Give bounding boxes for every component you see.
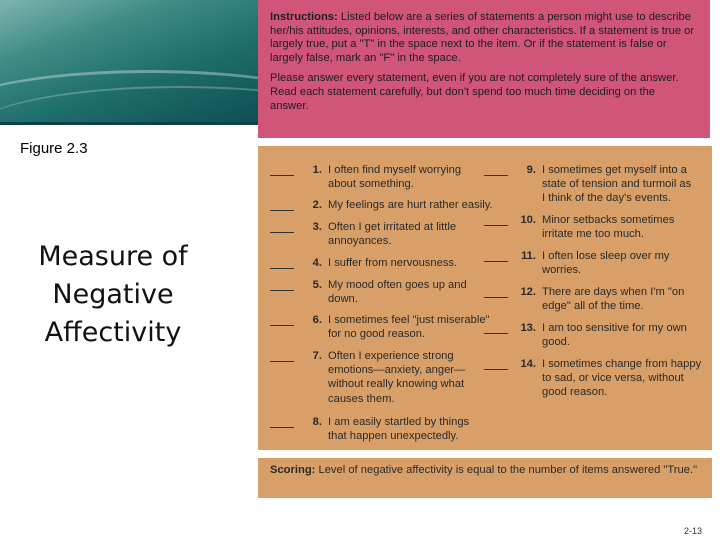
answer-blank[interactable] <box>270 163 294 176</box>
statement-line: causes them. <box>328 392 395 405</box>
answer-blank[interactable] <box>270 256 294 269</box>
statement-line: that happen unexpectedly. <box>328 430 459 443</box>
statement-number: 8. <box>312 416 322 428</box>
statement-number: 12. <box>520 286 536 298</box>
figure-label: Figure 2.3 <box>20 140 88 157</box>
statement-number: 13. <box>520 322 536 334</box>
statement-number: 7. <box>312 350 322 362</box>
slide-title-line: Negative <box>52 279 174 310</box>
statement-line: good reason. <box>542 386 608 399</box>
answer-blank[interactable] <box>484 285 508 298</box>
statement-line: irritate me too much. <box>542 228 644 241</box>
statement-line: state of tension and turmoil as <box>542 178 692 191</box>
banner-divider <box>0 122 258 125</box>
statements-panel <box>258 146 712 450</box>
statement-text <box>542 285 684 313</box>
answer-blank[interactable] <box>484 163 508 176</box>
statement-line: good. <box>542 336 570 349</box>
statement-line: to sad, or vice versa, without <box>542 372 684 385</box>
answer-blank[interactable] <box>484 321 508 334</box>
statement-text <box>328 278 467 306</box>
statement-line: annoyances. <box>328 235 392 248</box>
answer-blank[interactable] <box>270 415 294 428</box>
statement-text <box>328 256 457 270</box>
answer-blank[interactable] <box>270 278 294 291</box>
instructions-line: Listed below are a series of statements a person might use to <box>340 11 646 23</box>
statement-number: 9. <box>526 164 536 176</box>
statement-line: I sometimes change from happy <box>542 358 702 370</box>
instructions-line: answer. Read each statement carefully, but don't spend too much time deciding <box>270 72 679 98</box>
statement-line: I am easily startled by things <box>328 416 470 428</box>
statement-line: for no good reason. <box>328 328 426 341</box>
instructions-line: the statement is false or largely false, mark an "F" in the space. <box>270 38 667 64</box>
statement-text <box>328 163 461 191</box>
slide-title-line: Affectivity <box>44 317 182 348</box>
statement-number: 1. <box>312 164 322 176</box>
scoring-line: "True." <box>663 464 698 476</box>
statement-line: I am too sensitive for my own <box>542 322 687 334</box>
instructions-line: Please answer every statement, even if you are not completely sure of the <box>270 72 637 85</box>
statement-line: I suffer from nervousness. <box>328 257 458 269</box>
statement-text <box>328 349 465 406</box>
statement-number: 5. <box>312 279 322 291</box>
statement-text <box>328 313 490 341</box>
header-banner <box>0 0 258 122</box>
instructions-panel <box>258 0 710 138</box>
answer-blank[interactable] <box>484 249 508 262</box>
statement-line: I often find myself worrying <box>328 164 462 176</box>
instructions-line: statement is true or largely true, put a "T" in the space next to the item. Or if <box>270 24 695 51</box>
instructions-paragraph <box>270 11 696 65</box>
instructions-line: on the answer. <box>270 85 656 112</box>
statement-line: Often I get irritated at little <box>328 221 457 233</box>
statement-line: worries. <box>542 264 582 277</box>
statement-number: 14. <box>520 358 536 370</box>
statement-line: Often I experience strong <box>328 350 454 362</box>
statement-number: 11. <box>521 250 536 262</box>
answer-blank[interactable] <box>270 349 294 362</box>
statement-line: My feelings are hurt rather easily. <box>328 199 493 211</box>
statement-number: 4. <box>312 257 322 269</box>
answer-blank[interactable] <box>270 313 294 326</box>
statement-number: 2. <box>312 199 322 211</box>
statement-line: My mood often goes up and <box>328 279 467 291</box>
scoring-panel <box>258 458 712 498</box>
statement-text <box>542 213 674 241</box>
statement-line: I think of the day's events. <box>542 192 672 205</box>
statement-text <box>328 220 456 248</box>
scoring-line: Level of negative affectivity is equal to the number of items answered <box>318 464 661 476</box>
statement-text <box>328 198 493 212</box>
statement-line: I often lose sleep over my <box>542 250 670 262</box>
statement-text <box>542 249 669 277</box>
statement-text <box>542 163 691 206</box>
answer-blank[interactable] <box>484 357 508 370</box>
answer-blank[interactable] <box>484 213 508 226</box>
slide-title <box>20 238 206 352</box>
statement-line: without really knowing what <box>328 378 465 391</box>
answer-blank[interactable] <box>270 220 294 233</box>
instructions-paragraph <box>270 72 696 113</box>
scoring-heading: Scoring: <box>270 464 316 476</box>
slide-title-line: Measure of <box>38 241 188 272</box>
statement-number: 3. <box>312 221 322 233</box>
answer-blank[interactable] <box>270 198 294 211</box>
statement-text <box>542 357 701 400</box>
statement-text <box>542 321 687 349</box>
statement-line: emotions—anxiety, anger— <box>328 364 466 377</box>
statement-line: Minor setbacks sometimes <box>542 214 675 226</box>
statement-number: 10. <box>520 214 536 226</box>
statement-text <box>328 415 469 443</box>
statement-line: I sometimes feel "just miserable" <box>328 314 490 326</box>
statement-line: edge" all of the time. <box>542 300 644 313</box>
instructions-line: describe her/his attitudes, opinions, interests, and other characteristics. If a <box>270 11 691 37</box>
statement-line: about something. <box>328 178 414 191</box>
page-number: 2-13 <box>683 526 702 536</box>
statement-line: I sometimes get myself into a <box>542 164 687 176</box>
statement-line: down. <box>328 293 358 306</box>
statement-number: 6. <box>312 314 322 326</box>
statement-line: There are days when I'm "on <box>542 286 685 298</box>
instructions-heading: Instructions: <box>270 11 338 23</box>
